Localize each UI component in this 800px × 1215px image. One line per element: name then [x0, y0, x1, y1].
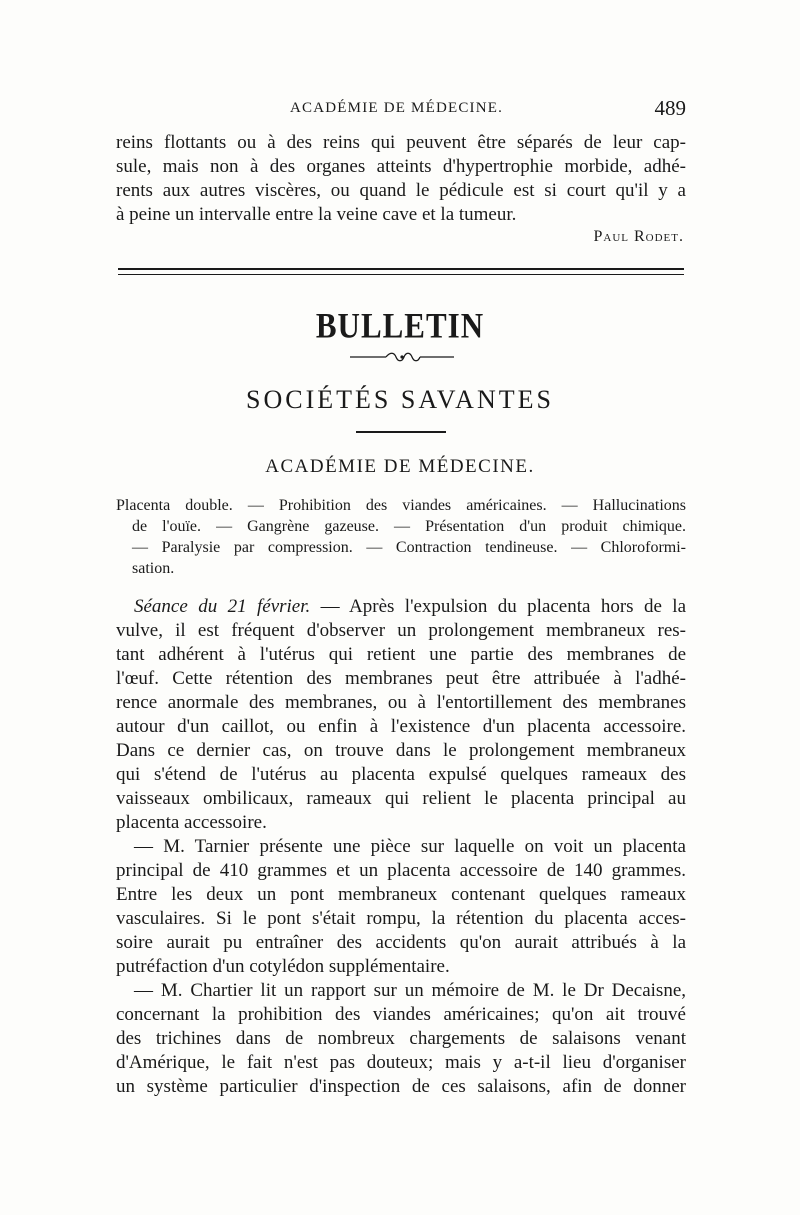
- page-number: 489: [654, 96, 686, 120]
- text-line: reins flottants ou à des reins qui peuvent être séparés de leur cap-: [116, 132, 686, 153]
- section-subtitle: SOCIÉTÉS SAVANTES: [246, 385, 554, 414]
- society-heading: ACADÉMIE DE MÉDECINE.: [265, 456, 535, 477]
- text-line: sule, mais non à des organes atteints d'hypertrophie morbide, adhé-: [116, 156, 686, 177]
- text-line: putréfaction d'un cotylédon supplémentaire.: [116, 956, 450, 977]
- text-line: Dans ce dernier cas, on trouve dans le prolongement membraneux: [116, 740, 686, 761]
- text-line: soire aurait pu entraîner des accidents qu'on aurait attribués à la: [116, 932, 686, 953]
- text-line: principal de 410 grammes et un placenta accessoire de 140 grammes.: [116, 860, 686, 881]
- text-line: qui s'étend de l'utérus au placenta expulsé quelques rameaux des: [116, 764, 686, 785]
- text-line: autour d'un caillot, ou enfin à l'existence d'un placenta accessoire.: [116, 716, 686, 737]
- text-line: vulve, il est fréquent d'observer un prolongement membraneux res-: [116, 620, 686, 641]
- summary-line: de l'ouïe. — Gangrène gazeuse. — Présentation d'un produit chimique.: [132, 518, 686, 535]
- author-signature: Paul Rodet.: [593, 228, 684, 245]
- section-title: BULLETIN: [315, 305, 485, 346]
- text-line: vasculaires. Si le pont s'était rompu, la rétention du placenta acces-: [116, 908, 686, 929]
- text-line: tant adhérent à l'utérus qui retient une partie des membranes de: [116, 644, 686, 665]
- text-line: Entre les deux un pont membraneux contenant quelques rameaux: [116, 884, 686, 905]
- text-line: — M. Tarnier présente une pièce sur laquelle on voit un placenta: [134, 836, 686, 857]
- session-summary: [116, 495, 686, 579]
- summary-line: — Paralysie par compression. — Contraction tendineuse. — Chloroformi-: [132, 539, 686, 556]
- first-line-text: — Après l'expulsion du placenta hors de la: [310, 596, 686, 617]
- running-title: ACADÉMIE DE MÉDECINE.: [290, 100, 504, 116]
- text-line: placenta accessoire.: [116, 812, 267, 833]
- text-line: — M. Chartier lit un rapport sur un mémoire de M. le Dr Decaisne,: [134, 980, 686, 1001]
- session-report-text: [116, 595, 686, 1099]
- section-divider-thin: [118, 274, 684, 275]
- text-line: rence anormale des membranes, ou à l'entortillement des membranes: [116, 692, 686, 713]
- heading-rule: [356, 431, 446, 433]
- text-line: rents aux autres viscères, ou quand le pédicule est si court qu'il y a: [116, 180, 686, 201]
- text-line: d'Amérique, le fait n'est pas douteux; mais y a-t-il lieu d'organiser: [116, 1052, 686, 1073]
- text-line: des trichines dans de nombreux chargements de salaisons venant: [116, 1028, 686, 1049]
- text-line-first: [116, 595, 686, 619]
- previous-article-text: [116, 131, 686, 227]
- summary-line: sation.: [132, 560, 175, 577]
- text-line: l'œuf. Cette rétention des membranes peut être attribuée à l'adhé-: [116, 668, 686, 689]
- section-divider-thick: [118, 268, 684, 270]
- text-line: un système particulier d'inspection de ces salaisons, afin de donner: [116, 1076, 686, 1097]
- text-line: concernant la prohibition des viandes américaines; qu'on ait trouvé: [116, 1004, 686, 1025]
- session-date: Séance du 21 février.: [134, 596, 311, 617]
- text-line: vaisseaux ombilicaux, rameaux qui relient le placenta principal au: [116, 788, 686, 809]
- ornament-flourish: [350, 351, 454, 363]
- text-line: à peine un intervalle entre la veine cave et la tumeur.: [116, 204, 517, 225]
- running-head: [116, 96, 686, 122]
- summary-line: Placenta double. — Prohibition des viandes américaines. — Hallucinations: [116, 497, 686, 514]
